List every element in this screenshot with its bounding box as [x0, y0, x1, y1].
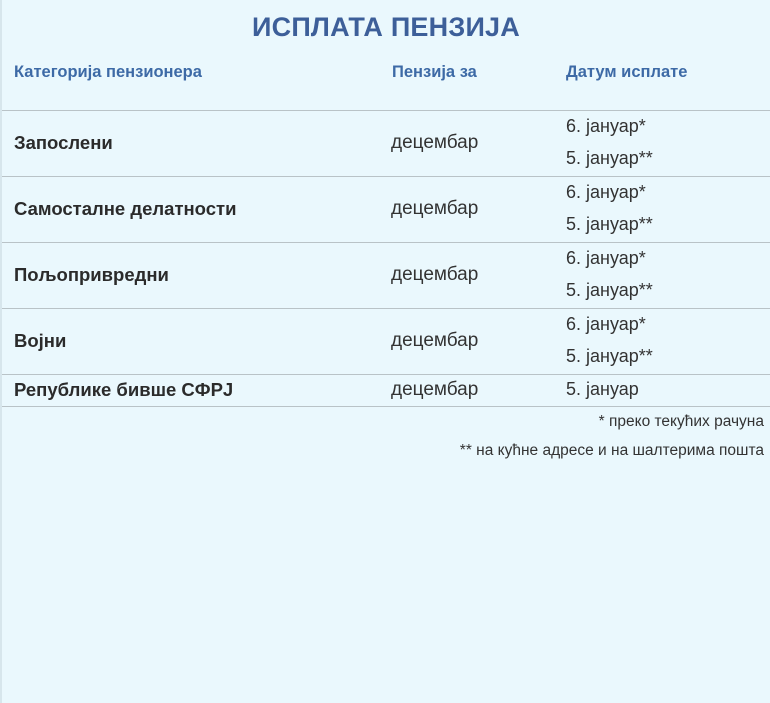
page-title: ИСПЛАТА ПЕНЗИЈА: [252, 12, 520, 42]
column-header-payment-date: Датум исплате: [566, 63, 688, 81]
table-bottom-divider: [2, 406, 770, 407]
table-row: [2, 176, 770, 242]
row-pension-for: децембар: [391, 379, 479, 400]
footnote-single-star: * преко текућих рачуна: [598, 413, 764, 430]
footnote-double-star: ** на кућне адресе и на шалтерима пошта: [459, 442, 764, 459]
row-date-home-delivery: 5. јануар**: [566, 280, 653, 300]
row-date-home-delivery: 5. јануар**: [566, 214, 653, 234]
row-date-home-delivery: 5. јануар**: [566, 346, 653, 366]
table-row: [2, 374, 770, 406]
row-category: Пољопривредни: [14, 264, 169, 285]
row-category: Запослени: [14, 132, 113, 153]
row-date-current-account: 6. јануар*: [566, 248, 646, 268]
row-date: 5. јануар: [566, 379, 639, 399]
column-header-category: Категорија пензионера: [14, 63, 202, 81]
row-date-current-account: 6. јануар*: [566, 116, 646, 136]
row-pension-for: децембар: [391, 264, 479, 285]
row-date-home-delivery: 5. јануар**: [566, 148, 653, 168]
row-category: Републике бивше СФРЈ: [14, 379, 234, 400]
row-date-current-account: 6. јануар*: [566, 182, 646, 202]
table-row: [2, 110, 770, 176]
row-category: Војни: [14, 330, 67, 351]
column-header-pension-for: Пензија за: [392, 63, 477, 81]
row-category: Самосталне делатности: [14, 198, 237, 219]
row-pension-for: децембар: [391, 198, 479, 219]
row-date-current-account: 6. јануар*: [566, 314, 646, 334]
row-pension-for: децембар: [391, 330, 479, 351]
table-row: [2, 242, 770, 308]
table-row: [2, 308, 770, 374]
row-pension-for: децембар: [391, 132, 479, 153]
